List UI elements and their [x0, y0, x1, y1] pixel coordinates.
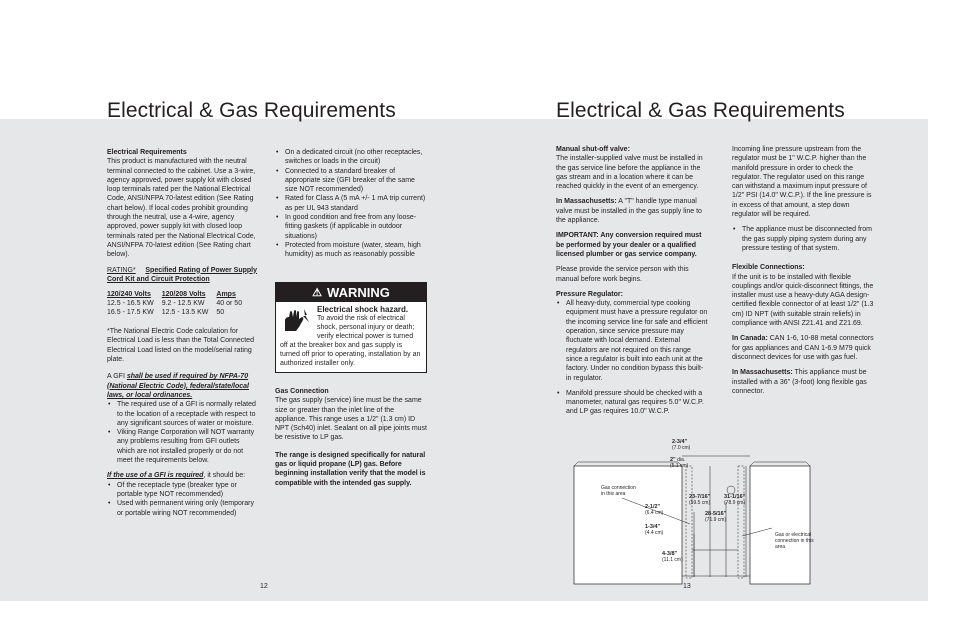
dim-dia-label	[670, 457, 688, 469]
dim-top-label	[672, 439, 690, 451]
gas-connection-zone	[686, 466, 692, 578]
elec-area-label: Gas or electrical connection in this area	[775, 532, 814, 550]
page-number-right: 13	[683, 583, 691, 590]
dim-a-label	[689, 494, 710, 506]
gas-connection-heading: Gas Connection	[275, 388, 329, 395]
diagram-drawing	[572, 436, 812, 586]
warning-label: WARNING	[327, 285, 390, 300]
disconnect-bullets	[732, 225, 876, 253]
page-number-left: 12	[260, 583, 268, 590]
gfi-requirement-bullets	[275, 148, 427, 260]
list-item: • Of the receptacle type (breaker type or portable type NOT recommended)	[107, 481, 259, 500]
list-item: • Rated for Class A (5 mA +/- 1 mA trip current) as per UL 943 standard	[275, 194, 427, 213]
rating-header: 120/208 Volts	[161, 291, 206, 299]
list-item: • The appliance must be disconnected from the gas supply piping system during any pressure testing of that system.	[732, 225, 876, 253]
gas-connection-section	[275, 387, 427, 494]
gas-inlet-hole	[727, 486, 735, 494]
electric-connection-zone	[738, 466, 744, 578]
gfi-if-bullets	[107, 481, 259, 518]
rating-row	[107, 308, 250, 317]
rating-header-row	[107, 290, 250, 299]
list-item: • Used with permanent wiring only (temporary or portable wiring NOT recommended)	[107, 499, 259, 518]
rating-cell: 16.5 - 17.5 KW	[107, 309, 154, 317]
dim-e: 1-3/4"	[645, 524, 661, 530]
gfi-if-emphasis: If the use of a GFI is required	[107, 472, 204, 480]
rating-cell: 40 or 50	[216, 300, 243, 308]
dim-c-cm: (71.9 cm)	[705, 517, 727, 523]
list-item: • The required use of a GFI is normally related to the location of a receptacle with respect to any significant sources of water or moisture.	[107, 400, 259, 428]
gfi-bullets	[107, 400, 259, 465]
canada-text: CAN 1-6, 10-88 metal connectors for gas appliances and CAN 1-6.9 M79 quick disconnect devices for use with gas fuel.	[732, 335, 874, 361]
electrical-heading: Electrical Requirements	[107, 149, 187, 156]
massachusetts-flex-note	[732, 368, 876, 396]
dim-f-label	[662, 551, 683, 563]
canada-note	[732, 334, 876, 362]
gfi-emphasis: shall be used if required by NFPA-70 (National Electric Code), federal/state/local laws, or local ordinances.	[107, 373, 249, 399]
flex-heading: Flexible Connections:	[732, 264, 805, 272]
warning-box	[275, 282, 427, 373]
rating-cell: 50	[216, 309, 225, 317]
installation-diagram	[572, 436, 812, 586]
left-counter-edge	[574, 462, 682, 466]
gfi-if-statement	[107, 471, 259, 480]
gas-area-label: Gas connection in this area	[601, 485, 636, 497]
dim-c: 28-5/16"	[705, 511, 727, 517]
dim-a-cm: (59.5 cm)	[689, 500, 711, 506]
canada-label: In Canada:	[732, 335, 768, 343]
dim-dia: 2"	[670, 457, 676, 463]
service-note: Please provide the service person with this manual before work begins.	[556, 266, 689, 283]
right-counter-edge	[750, 462, 810, 466]
dim-d: 2-1/2"	[645, 504, 661, 510]
electric-shock-hand-icon	[282, 307, 312, 333]
rating-title	[107, 266, 259, 285]
dim-b-cm: (78.9 cm)	[724, 500, 746, 506]
dim-a: 23-7/16"	[689, 494, 711, 500]
dim-d-label	[645, 504, 663, 516]
column-pressure-flex	[732, 145, 876, 402]
important-note: IMPORTANT: Any conversion required must be performed by your dealer or a qualified licensed plumber or gas service company.	[556, 232, 702, 258]
list-item: • All heavy-duty, commercial type cooking equipment must have a pressure regulator on the incoming service line for safe and efficient operation, since service pressure may fluctuate with local demand. External regulators are not required on this range since a regulator is built into each unit at the factory. Under no condition bypass this built-in regulator.	[556, 299, 708, 383]
warning-text: To avoid the risk of electrical shock, personal injury or death; verify electrical power is turned off at the breaker box and gas supply is turned off prior to operating, installation by an authorized installer only.	[280, 315, 421, 367]
right-cabinet	[750, 466, 810, 584]
gas-compatibility-note: The range is designed specifically for natural gas or liquid propane (LP) gas. Before beginning installation verify that the model is compatible with the intended gas supply.	[275, 451, 426, 487]
rating-cell: 12.5 - 16.5 KW	[107, 300, 154, 308]
dim-d-cm: (6.4 cm)	[645, 510, 664, 516]
dim-e-label	[645, 524, 663, 536]
rating-heading: Specified Rating of Power Supply Cord Kit and Circuit Protection	[107, 266, 258, 283]
rating-header: Amps	[216, 291, 236, 299]
rating-cell: 9.2 - 12.5 KW	[161, 300, 205, 308]
dim-f-cm: (11.1 cm)	[662, 557, 683, 563]
massachusetts-note	[556, 197, 708, 225]
regulator-heading: Pressure Regulator:	[556, 290, 623, 298]
gfi-statement	[107, 372, 259, 400]
dim-top-cm: (7.0 cm)	[672, 445, 691, 451]
left-cabinet	[574, 466, 682, 584]
electrical-body: This product is manufactured with the neutral terminal connected to the cabinet. Use a 3-wire, agency approved, power supply kit with closed loop terminals rated per the National Electrical Code, ANSI/NFPA 70-latest edition (See Rating chart below). If local codes prohibit grounding through the neutral, use a 4-wire, agency approved, power supply kit with closed loop terminals rated per the National Electrical Code, ANSI/NFPA 70-latest edition (See Rating chart below).	[107, 158, 256, 259]
list-item: • Protected from moisture (water, steam, high humidity) as much as reasonably possible	[275, 241, 427, 260]
rating-cell: 12.5 - 13.5 KW	[161, 309, 209, 317]
dim-b: 31-1/16"	[724, 494, 746, 500]
massachusetts-flex-label: In Massachusetts:	[732, 369, 793, 377]
column-gfi-gas	[275, 148, 427, 260]
dim-top: 2-3/4"	[672, 439, 688, 445]
list-item: • On a dedicated circuit (no other receptacles, switches or loads in the circuit)	[275, 148, 427, 167]
rating-row	[107, 299, 250, 308]
massachusetts-flex-text: This appliance must be installed with a 36" (3-foot) long flexible gas connector.	[732, 369, 867, 395]
warning-triangle-icon: ⚠	[312, 287, 323, 299]
column-electrical	[107, 148, 259, 518]
gfi-lead: A GFI	[107, 373, 125, 381]
gfi-if-rest: , it should be:	[203, 472, 246, 480]
page-title-right: Electrical & Gas Requirements	[556, 99, 845, 122]
list-item: • Manifold pressure should be checked with a manometer, natural gas requires 5.0" W.C.P. and LP gas requires 10.0" W.C.P.	[556, 389, 708, 417]
list-item: • Connected to a standard breaker of appropriate size (GFI breaker of the same size NOT recommended)	[275, 167, 427, 195]
rating-table	[107, 290, 250, 317]
dim-f: 4-3/8"	[662, 551, 678, 557]
list-item: • In good condition and free from any loose-fitting gaskets (if applicable in outdoor situations)	[275, 213, 427, 241]
dim-b-label	[724, 494, 745, 506]
incoming-pressure-text: Incoming line pressure upstream from the regulator must be 1" W.C.P. higher than the manifold pressure in order to check the regulator. The regulator used on this range can withstand a maximum input pressure of 1/2" PSI (14.0" W.C.P.). If the line pressure is in excess of that amount, a step down regulator will be required.	[732, 146, 872, 219]
flex-body: If the unit is to be installed with flexible couplings and/or quick-disconnect fittings, the installer must use a heavy-duty AGA design-certified flexible connector of at least 1/2" (1.3 cm) ID NPT (with suitable strain reliefs) in compliance with ANSI Z21.41 and Z21.69.	[732, 273, 874, 328]
shutoff-heading: Manual shut-off valve:	[556, 146, 630, 153]
dim-dia-suffix: dia.	[677, 457, 686, 463]
page-title-left: Electrical & Gas Requirements	[107, 99, 396, 122]
warning-header	[276, 283, 426, 302]
massachusetts-label: In Massachusetts:	[556, 198, 617, 206]
massachusetts-text: A "T" handle type manual valve must be installed in the gas supply line to the appliance.	[556, 198, 702, 225]
list-item: • Viking Range Corporation will NOT warranty any problems resulting from GFI outlets which are not installed properly or do not meet the requirements below.	[107, 428, 259, 465]
gas-connection-body: The gas supply (service) line must be the same size or greater than the inlet line of the appliance. This range uses a 1/2" (1.3 cm) ID NPT (Sch40) inlet. Sealant on all pipe joints must be resistive to LP gas.	[275, 397, 428, 442]
rating-label: RATING*	[107, 266, 136, 274]
dim-e-cm: (4.4 cm)	[645, 530, 664, 536]
warning-title: Electrical shock hazard.	[317, 305, 409, 314]
rating-header: 120/240 Volts	[107, 291, 151, 299]
regulator-bullets	[556, 299, 708, 417]
shutoff-body: The installer-supplied valve must be installed in the gas service line before the appliance in the gas stream and in a location where it can be reached quickly in the event of an emergency.	[556, 155, 703, 191]
column-shutoff-regulator	[556, 145, 708, 417]
dim-c-label	[705, 511, 726, 523]
rating-note: *The National Electric Code calculation for Electrical Load is less than the Total Connected Electrical Load listed on the model/serial rating plate.	[107, 328, 254, 364]
warning-body	[276, 302, 426, 372]
dim-dia-cm: (5.1 cm)	[670, 463, 689, 469]
